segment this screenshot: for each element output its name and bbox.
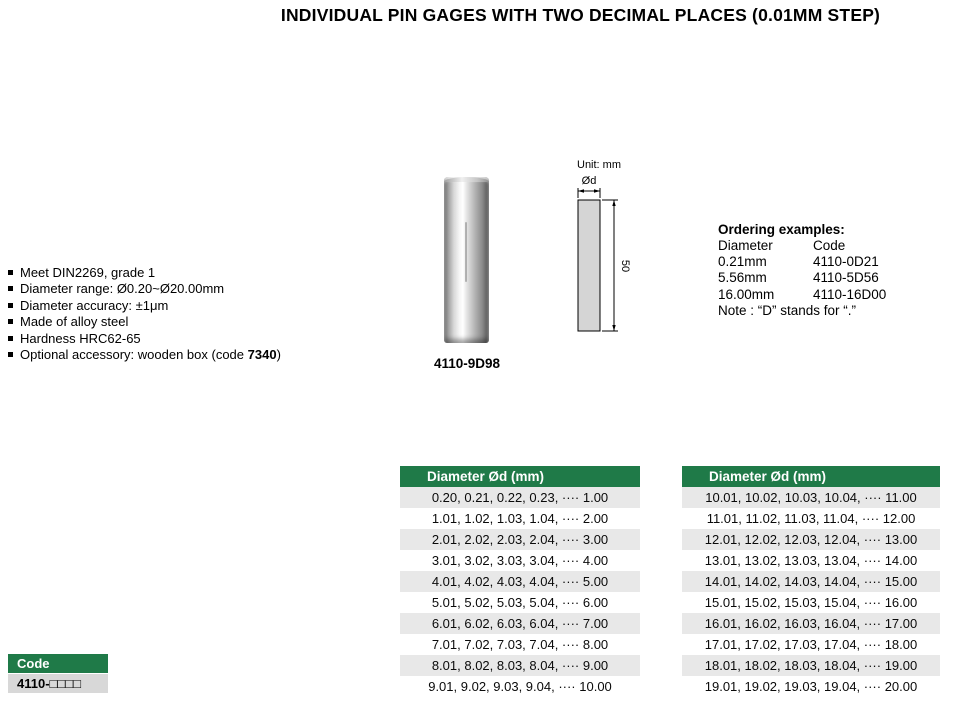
- table-header: Diameter Ød (mm): [400, 466, 640, 487]
- table-row: 7.01, 7.02, 7.03, 7.04, ···· 8.00: [431, 637, 609, 652]
- pin-gage-photo: [444, 177, 489, 343]
- bullet-square-icon: [8, 319, 13, 324]
- unit-label: Unit: mm: [577, 159, 621, 171]
- feature-list: [8, 264, 281, 363]
- feature-item: [8, 281, 281, 298]
- code-block: [8, 654, 108, 693]
- ordering-code: 4110-5D56: [813, 270, 879, 286]
- table-row: 5.01, 5.02, 5.03, 5.04, ···· 6.00: [431, 595, 609, 610]
- table-row: 18.01, 18.02, 18.03, 18.04, ···· 19.00: [682, 655, 940, 676]
- page-title: INDIVIDUAL PIN GAGES WITH TWO DECIMAL PLACES (0.01MM STEP): [280, 5, 881, 25]
- feature-text: Made of alloy steel: [20, 314, 129, 330]
- table-rows: [682, 487, 940, 697]
- arrowhead-icon: [594, 189, 600, 192]
- feature-item: [8, 264, 281, 281]
- table-row: 8.01, 8.02, 8.03, 8.04, ···· 9.00: [400, 655, 640, 676]
- code-block-value: 4110-□□□□: [8, 674, 108, 693]
- ordering-code: 4110-0D21: [813, 254, 879, 270]
- ordering-heading: Ordering examples:: [718, 222, 845, 237]
- feature-item: [8, 297, 281, 314]
- ordering-diameter: 16.00mm: [718, 286, 775, 302]
- ordering-table: [718, 238, 886, 303]
- feature-text: Diameter range: Ø0.20~Ø20.00mm: [20, 281, 225, 297]
- table-row: 12.01, 12.02, 12.03, 12.04, ···· 13.00: [682, 529, 940, 550]
- arrowhead-icon: [612, 325, 615, 331]
- bullet-square-icon: [8, 286, 13, 291]
- feature-item: [8, 314, 281, 331]
- feature-text: Meet DIN2269, grade 1: [20, 264, 156, 280]
- bullet-square-icon: [8, 270, 13, 275]
- diameter-dim-label: Ød: [581, 175, 597, 187]
- table-row: 9.01, 9.02, 9.03, 9.04, ···· 10.00: [428, 679, 612, 694]
- table-row: 0.20, 0.21, 0.22, 0.23, ···· 1.00: [400, 487, 640, 508]
- ordering-col-diameter: Diameter: [718, 238, 773, 253]
- table-row: 4.01, 4.02, 4.03, 4.04, ···· 5.00: [400, 571, 640, 592]
- feature-text: Diameter accuracy: ±1μm: [20, 297, 169, 313]
- code-block-header: Code: [8, 654, 108, 673]
- arrowhead-icon: [612, 200, 615, 206]
- ordering-note: Note : “D” stands for “.”: [718, 302, 857, 318]
- pin-dimension-drawing: [558, 173, 648, 343]
- bullet-square-icon: [8, 336, 13, 341]
- bullet-square-icon: [8, 352, 13, 357]
- pin-outline-rect: [578, 200, 600, 331]
- bullet-square-icon: [8, 303, 13, 308]
- table-header: Diameter Ød (mm): [682, 466, 940, 487]
- table-row: 11.01, 11.02, 11.03, 11.04, ···· 12.00: [706, 511, 916, 526]
- table-row: 2.01, 2.02, 2.03, 2.04, ···· 3.00: [400, 529, 640, 550]
- table-row: 3.01, 3.02, 3.03, 3.04, ···· 4.00: [431, 553, 609, 568]
- diameter-table-1: [400, 466, 640, 697]
- arrowhead-icon: [578, 189, 584, 192]
- table-row: 19.01, 19.02, 19.03, 19.04, ···· 20.00: [704, 679, 918, 694]
- table-row: 14.01, 14.02, 14.03, 14.04, ···· 15.00: [682, 571, 940, 592]
- diameter-table-2: [682, 466, 940, 697]
- length-dim-label: 50: [619, 259, 631, 273]
- table-row: 17.01, 17.02, 17.03, 17.04, ···· 18.00: [704, 637, 918, 652]
- table-rows: [400, 487, 640, 697]
- feature-text: Hardness HRC62-65: [20, 330, 141, 346]
- table-row: 13.01, 13.02, 13.03, 13.04, ···· 14.00: [704, 553, 918, 568]
- feature-item: [8, 330, 281, 347]
- accessory-code: 7340: [247, 347, 277, 363]
- table-row: 16.01, 16.02, 16.03, 16.04, ···· 17.00: [682, 613, 940, 634]
- ordering-code: 4110-16D00: [813, 286, 887, 302]
- feature-item: [8, 347, 281, 364]
- table-row: 1.01, 1.02, 1.03, 1.04, ···· 2.00: [431, 511, 609, 526]
- model-label: 4110-9D98: [433, 356, 501, 371]
- feature-text: Optional accessory: wooden box (code 7340): [20, 347, 281, 363]
- table-row: 15.01, 15.02, 15.03, 15.04, ···· 16.00: [704, 595, 918, 610]
- ordering-col-code: Code: [813, 238, 846, 253]
- ordering-diameter: 0.21mm: [718, 254, 767, 270]
- table-row: 6.01, 6.02, 6.03, 6.04, ···· 7.00: [400, 613, 640, 634]
- ordering-diameter: 5.56mm: [718, 270, 767, 286]
- ordering-examples: [718, 221, 886, 319]
- table-row: 10.01, 10.02, 10.03, 10.04, ···· 11.00: [682, 487, 940, 508]
